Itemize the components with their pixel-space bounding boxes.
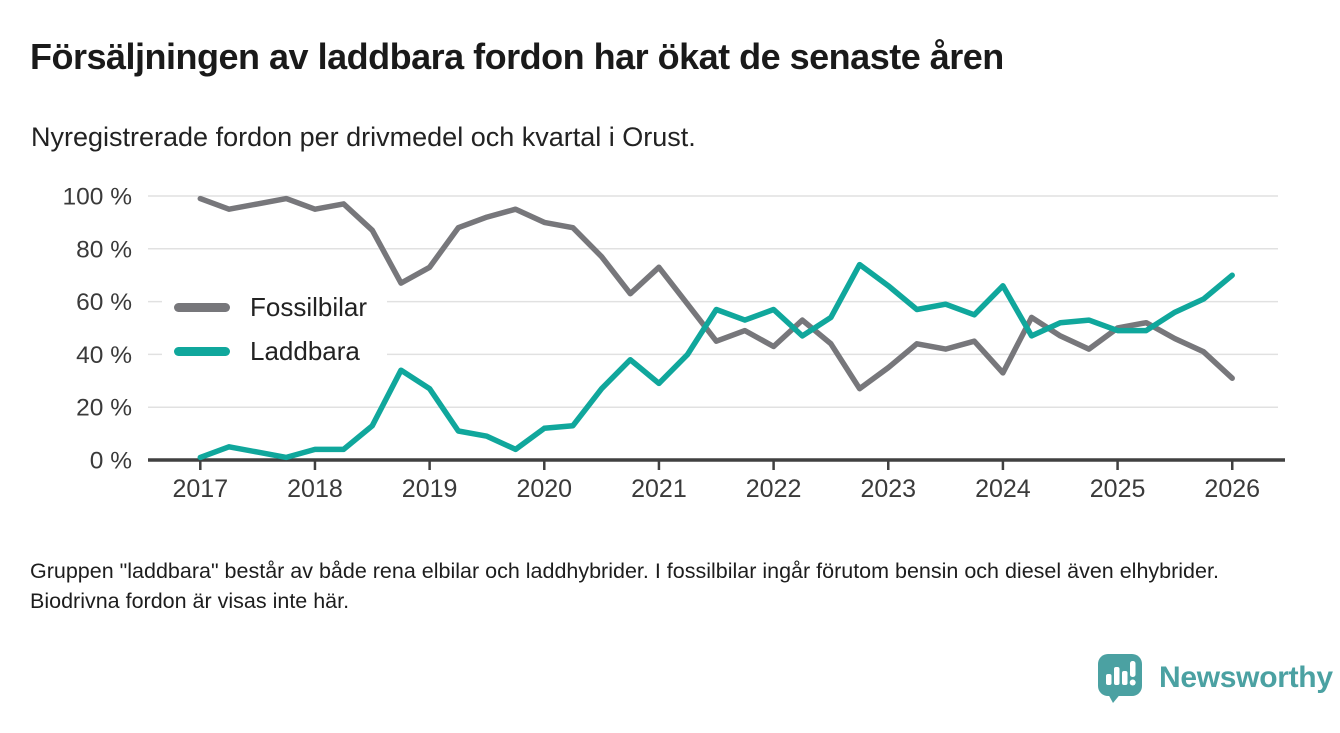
svg-text:2021: 2021: [631, 475, 687, 503]
page-title: Försäljningen av laddbara fordon har ökat de senaste åren: [30, 36, 1004, 77]
legend-item-laddbara: [174, 335, 367, 367]
svg-text:0 %: 0 %: [89, 447, 132, 475]
svg-text:2022: 2022: [745, 475, 802, 503]
legend-item-fossilbilar: [174, 291, 367, 323]
svg-text:60 %: 60 %: [76, 289, 132, 317]
newsworthy-logo: [1096, 652, 1333, 704]
svg-text:20 %: 20 %: [76, 394, 132, 422]
svg-text:2018: 2018: [287, 475, 343, 503]
legend-label-laddbara: Laddbara: [250, 335, 360, 366]
speech-bubble-chart-icon: [1096, 652, 1146, 704]
svg-text:2025: 2025: [1089, 475, 1146, 503]
chart-legend: [162, 283, 387, 377]
svg-text:2024: 2024: [975, 475, 1031, 503]
legend-swatch-fossilbilar: [174, 303, 230, 312]
svg-text:2026: 2026: [1204, 475, 1261, 503]
svg-text:100 %: 100 %: [62, 183, 132, 211]
svg-text:2019: 2019: [401, 475, 458, 503]
chart-subtitle: Nyregistrerade fordon per drivmedel och kvartal i Orust.: [31, 122, 696, 152]
legend-swatch-laddbara: [174, 347, 230, 356]
logo-text: Newsworthy: [1159, 661, 1333, 694]
legend-label-fossilbilar: Fossilbilar: [250, 291, 368, 322]
footnote: Gruppen "laddbara" består av både rena elbilar och laddhybrider. I fossilbilar ingår förutom bensin och diesel även elhybrider. Biodrivna fordon är visas inte här.: [30, 559, 1219, 613]
svg-text:80 %: 80 %: [76, 236, 132, 264]
svg-text:2017: 2017: [172, 475, 229, 503]
svg-text:2023: 2023: [860, 475, 917, 503]
svg-text:2020: 2020: [516, 475, 573, 503]
svg-text:40 %: 40 %: [76, 341, 132, 369]
